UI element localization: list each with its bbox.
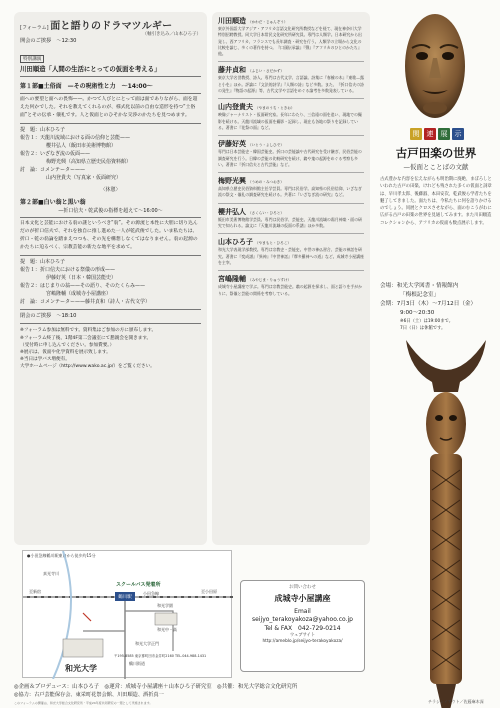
keynote-tag: 特別講演 <box>20 55 44 63</box>
divider <box>218 233 364 234</box>
note-item: 大学ホームページ（http://www.wako.ac.jp/）をご覧ください。 <box>20 364 155 370</box>
program-presenter: 宮嶋隆輔（成城寺小屋講座） <box>46 291 112 298</box>
contact-label: お問い合わせ <box>289 585 316 590</box>
speakers-panel <box>212 12 370 545</box>
exhibit-badge <box>410 128 464 140</box>
notes <box>20 327 201 370</box>
program-row: 報告１：折口信夫における祭儀の形成—— <box>20 267 116 274</box>
speaker-name: 山内登貴夫 （やまのうち・ときお） <box>218 103 295 112</box>
note-item: （受付時に申し込んでください。参加費要。） <box>20 342 115 348</box>
program-row: 報告２：はじまりの翁——その語り、そのたくらみ—— <box>20 283 146 290</box>
layout-credit: チラシレイアウト／佐藤麻木深 <box>428 699 484 704</box>
part2-heading: 第２部■白い翁と黒い翁 <box>20 199 86 207</box>
contact-box <box>240 580 365 672</box>
divider <box>218 61 364 62</box>
part1-description: 面への要望と面への畏怖——。かつて人びとにとって面は面でありながら、面を超えた何かでした。それを教えてくれるのが、様式化以前の自由な造形を持つ“土俗面”とその伝承・儀礼です。人と仮面とのひそかな交渉のかたちを見つめます。 <box>20 97 198 119</box>
speaker-bio: 和光大学表現学部教授。専門は宗教史・芸能史。中世の神仏習合、芸能の神話を研究。著書に『変成譜』『異神』『中世神話』『摩多羅神への道』など。成城寺小屋講座を主宰。 <box>218 247 364 265</box>
speaker-bio: 成城寺小屋講座で学ぶ。専門は宗教芸能史。翁の起源を探求し、面と語りを手がかりに、祭儀と芸能の関係を考察している。 <box>218 284 363 296</box>
map-label: 和光中・高 <box>157 627 177 632</box>
badge-char: 展 <box>438 128 450 140</box>
program-row: 討 論：コメンテーター—— <box>20 167 86 174</box>
speaker-name: 川田順造 （かわだ・じゅんぞう） <box>218 17 288 25</box>
speaker-name: 梅野光興 （うめの・みつおき） <box>218 177 284 186</box>
wooden-mask-image <box>398 12 472 124</box>
badge-char: 示 <box>452 128 464 140</box>
program-row: 報告１：天龍川流域における面の信仰と芸能—— <box>20 135 131 142</box>
divider <box>20 255 201 256</box>
contact-email[interactable]: seijyo_terakoyakoza@yahoo.co.jp <box>252 616 353 624</box>
map-label: 小田急線 <box>143 591 159 596</box>
exhibit-panel <box>376 12 494 702</box>
divider <box>218 203 364 204</box>
divider <box>20 76 201 77</box>
exhibit-period: 会期：7月3日（木）〜7月12日（金） <box>380 301 477 307</box>
venue-label: 会場：和光大学図書・情報館内 <box>380 283 459 289</box>
speaker-profile <box>218 139 364 168</box>
divider <box>20 323 201 324</box>
program-row: 討 論：コメンテーター——藤井貞和（詩人・古代文学） <box>20 299 151 306</box>
part2-program <box>20 258 201 306</box>
website-label: ウェブサイト <box>289 633 316 639</box>
map-label: 鶴川街道 <box>129 661 145 666</box>
contact-organizer: 成城寺小屋講座 <box>274 594 331 603</box>
speaker-profile <box>218 207 364 230</box>
speaker-name: 宮嶋隆輔 （みやじま・りゅうすけ） <box>218 275 292 284</box>
speaker-bio: 映像ジャーナリスト・仮面研究家。長年にわたり、三信遠の面を追い、現地での撮影を続ける。天龍川流域の仮面を撮影・記録し、現在も各地の祭りを記録している。著書に『花祭の面』など。 <box>218 112 362 130</box>
email-label: Email <box>294 608 311 615</box>
closing-remarks: 閉会のご挨拶 〜18:10 <box>20 313 77 320</box>
map-label: 至新宿 <box>29 589 41 594</box>
access-map <box>22 550 232 678</box>
exhibit-info <box>380 282 492 332</box>
forum-heading <box>20 17 201 32</box>
contact-phone: Tel & FAX 042-729-0214 <box>264 624 341 632</box>
hours-note: ※6日（土）は19:00まで。 <box>400 319 454 324</box>
program-row: 提 題：山本ひろ子 <box>20 259 66 266</box>
exhibit-subtitle: —仮面とことばの文献 <box>403 163 469 171</box>
university-name: 和光大学 <box>65 664 97 673</box>
forum-subtitle: （軸引き込み／山本ひろ子） <box>142 32 201 37</box>
note-item: ※展示は、仮面や化学資料を展示致します。 <box>20 350 111 356</box>
opening-remarks: 開会のご挨拶 〜12:30 <box>20 38 77 44</box>
university-address: 〒195-8585 東京都町田市金井町2160 TEL.044-988-1431 <box>114 654 207 658</box>
map-label: 真光寺川 <box>43 571 59 576</box>
speaker-bio: 飯田市美術博物館学芸員。専門は民俗学、芸能史。天龍川流域の霜月神楽・面の研究で知られる。論文に『天龍川流域の仮面の系譜』ほか多数。 <box>218 216 362 229</box>
note-item: ※フォーラム参加は無料です。資料集はご参加の方に頒布します。 <box>20 328 157 334</box>
station-marker: 鶴川駅 <box>115 592 135 601</box>
exhibit-description: 古式豊かな内容を伝えながらも明治期に廃絶、まぼろしといわれた古戸の田楽。けれども残された多くの仮面と詞章は、早川孝太郎、後藤淑、本田安次、乾武俊ら学者たちを魅了してきました。面たちは、今私たちに何を語りかけるのでしょう。同展とクロスさせながら、面のむこうがわに広がる古戸の田楽の世界を見通してみます。また川田順造コレクションから、アフリカの仮面も数点展示します。 <box>380 177 492 226</box>
speaker-bio: 専門は日本芸能史・韓国芸能史。折口の芸能論や古代研究を受け継ぎ、民俗芸能の調査研究を行う。日韓の芸能の比較研究を続け、翁や鬼の起源をめぐる考察も多い。著書に『折口信夫と古代芸能』など。 <box>218 149 362 167</box>
divider <box>218 135 364 136</box>
part2-description: 日本文化と芸能における翁の謎というべき“翁”。その源流と本性に大胆に切り込んだのが折口信夫で、それを独自に推し進めた一人が乾武俊でした。いま私たちは、折口・乾の翁論を踏まえつつも、その先を構想しなくてはなりません。翁の起源のかたちに迫るべく、宗教芸能の新たな地平を求めて。 <box>20 221 198 251</box>
program-presenter: 梅野光興（高知県立歴史民俗資料館） <box>46 159 132 166</box>
map-caption: ●小田急線鶴川駅東口から徒歩約15分 <box>27 553 96 558</box>
part1-heading: 第１部■土俗面 —その呪術性と力 〜14:00〜 <box>20 83 153 91</box>
badge-char: 連 <box>424 128 436 140</box>
map-label: 和光学園 <box>157 603 173 608</box>
speaker-profile <box>218 237 364 266</box>
carved-mask-image <box>400 330 492 708</box>
program-presenter: 伊藤好英（日本・韓国芸能史） <box>46 275 117 282</box>
program-presenter: 櫻井弘人（飯田市美術博物館） <box>46 143 117 150</box>
map-label: 和光大学正門 <box>135 641 159 646</box>
forum-label: [フォーラム] <box>20 25 49 31</box>
venue-room: 「梅根記念室」 <box>400 292 440 298</box>
program-row: 提 題：山本ひろ子 <box>20 127 66 134</box>
speaker-name: 伊藤好英 （いとう・よしひで） <box>218 140 284 149</box>
divider <box>20 93 201 94</box>
forum-panel <box>14 12 207 545</box>
note-item: ※フォーラム終了後、1階4F第二会議室にて懇親会を開きます。 <box>20 335 152 341</box>
forum-title: 面と語りのドラマツルギー <box>50 21 173 32</box>
cooperation-credits: ◎協力：古戸芸能保存会、東栄町花祭会館、川田順造、酒折真一 <box>14 692 164 698</box>
speaker-name: 山本ひろ子 （やまもと・ひろこ） <box>218 238 291 247</box>
exhibit-hours: 9:00〜20:30 <box>400 310 435 316</box>
divider <box>20 217 201 218</box>
speaker-profile <box>218 65 364 94</box>
badge-char: 関 <box>410 128 422 140</box>
speaker-profile <box>218 274 364 297</box>
speaker-bio: 東京大学名誉教授、詩人。専門は古代文学、言語論。詩集に『春楡の木』『東歌—露と小を』ほか。評論に『文法的詩学』『人類の詩』など多数。また、『折口信夫の詩の発生』『物語の起源』等、古代文学や言語をめぐる論考を多数発表している。 <box>218 75 364 94</box>
speaker-name: 櫻井弘人 （さくらい・ひろと） <box>218 207 284 216</box>
website-link[interactable]: http://ameblo.jp/seijyo-terakoyakoza/ <box>262 639 343 645</box>
hours-note: 7日（日）は休館です。 <box>400 326 446 331</box>
divider <box>218 270 364 271</box>
fine-print: このフォーラムの開催は、和光大学総合文化研究所・平成24年度共同研究の一環として実施されます。 <box>14 701 153 705</box>
speaker-profile <box>218 176 364 199</box>
program-row: 報告２：いざなぎ流の仮面—— <box>20 151 91 158</box>
bus-stop-label: スクールバス発着所 <box>116 582 161 588</box>
program-presenter: 山内登貴夫（写真家・仮面研究） <box>46 175 122 182</box>
break-label: 〈休憩〉 <box>100 187 121 194</box>
part1-program <box>20 126 201 182</box>
speaker-bio: 東京外国語大学アジア・アフリカ言語文化研究所教授などを経て、現在神奈川大学特別招聘教授。同大学日本常民文化研究所研究員。専門は人類学。日本研究から出発し、西アフリカ、フランスでも長年調査・研究を行う。人類学の立場から文化の比較を論じ、多くの著作を持つ。『口頭伝承論』『聲』『アフリカのひとのかたち』他。 <box>218 26 362 57</box>
note-item: ※当日は学バス増便有。 <box>20 357 70 363</box>
divider <box>20 309 201 310</box>
speaker-profile <box>218 102 364 131</box>
part2-subtitle: —折口信夫・乾武俊の指標を超えて〜16:00〜 <box>58 208 163 215</box>
credits-footer <box>14 683 386 699</box>
divider <box>218 172 364 173</box>
organizer-credits: ◎企画＆プロデュース：山本ひろ子 ◎運営：成城寺小屋講座＋山本ひろ子研究室 ◎共催：和光大学総合文化研究所 <box>14 684 298 690</box>
keynote-title: 川田順造「人間の生活にとっての仮面を考える」 <box>20 65 161 74</box>
exhibit-title: 古戸田楽の世界 <box>395 146 477 160</box>
speaker-profile <box>218 16 364 57</box>
speaker-bio: 高知県立歴史民俗資料館主任学芸員。専門は民俗学。高知県の民俗信仰、いざなぎ流の祭文・儀礼の調査研究を続ける。共著に『いざなぎ流の研究』など。 <box>218 186 362 198</box>
divider <box>218 98 364 99</box>
speaker-name: 藤井貞和 （ふじい・さだかず） <box>218 66 284 75</box>
divider <box>20 123 201 124</box>
map-label: 至小田原 <box>201 589 217 594</box>
